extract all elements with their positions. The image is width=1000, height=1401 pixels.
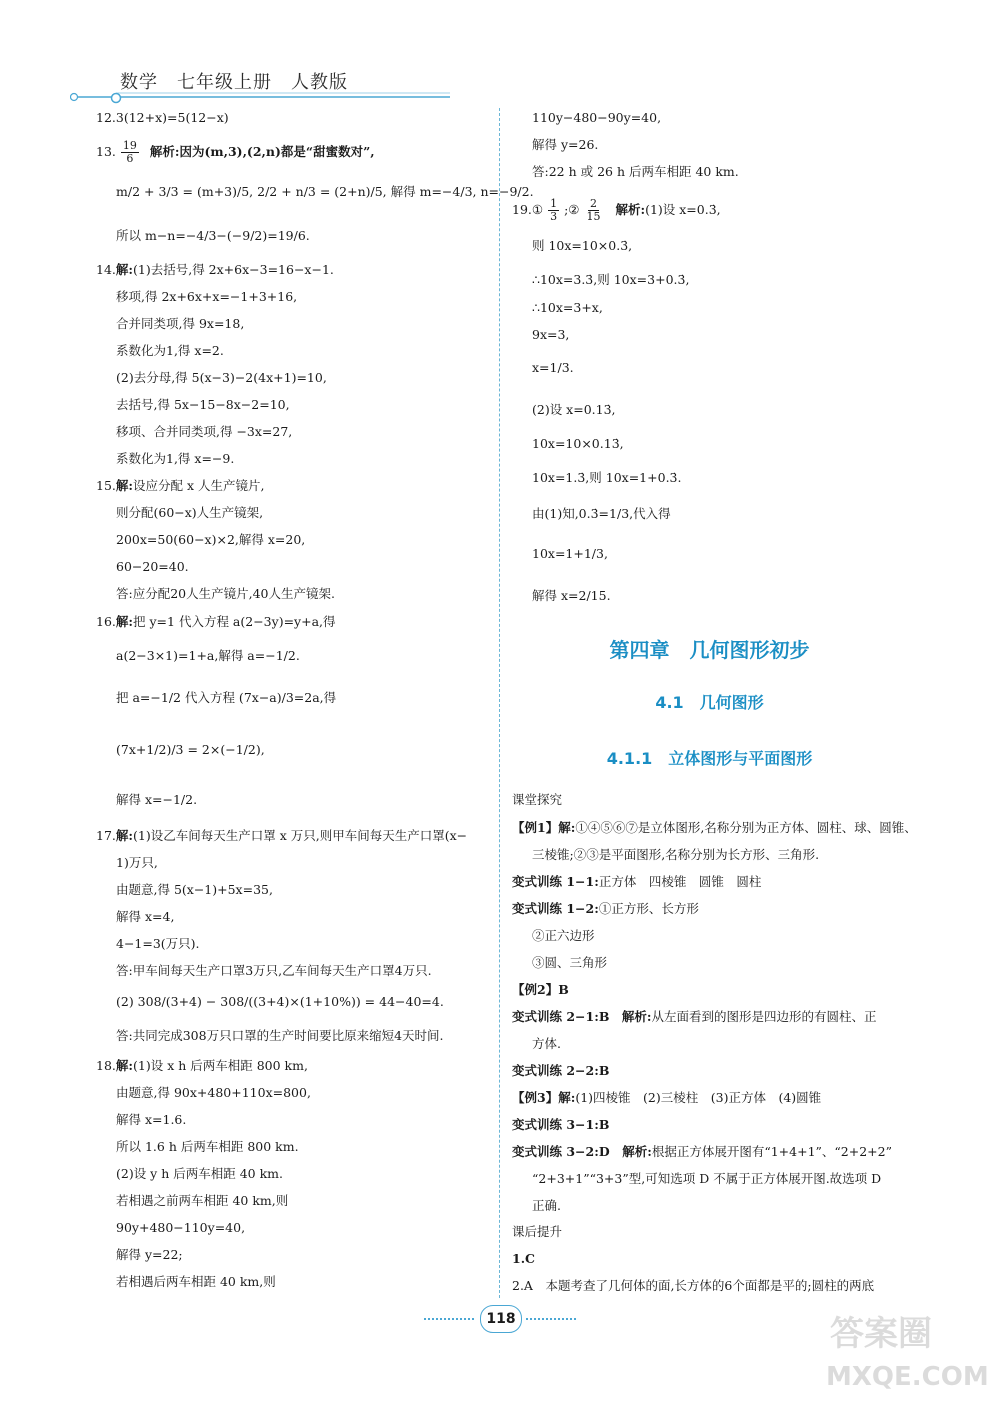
variant1-2-line3: ③圆、三角形 [532, 955, 608, 970]
q16-line1: 16.解:把 y=1 代入方程 a(2−3y)=y+a,得 [96, 614, 336, 629]
tag-after-class: 课后提升 [512, 1224, 563, 1239]
q18-line2: 由题意,得 90x+480+110x=800, [116, 1085, 311, 1100]
q17-line2: 1)万只, [116, 855, 158, 870]
q18-line6: 若相遇之前两车相距 40 km,则 [116, 1193, 289, 1208]
variant3-1: 变式训练 3−1:B [512, 1117, 610, 1132]
variant1-2-line2: ②正六边形 [532, 928, 595, 943]
q16-line3: 把 a=−1/2 代入方程 (7x−a)/3=2a,得 [116, 690, 337, 705]
q19-line10: 由(1)知,0.3̇=1/3,代入得 [532, 506, 671, 521]
q19-line9: 10x=1.3̇,则 10x=1+0.3̇. [532, 470, 682, 485]
q19-line12: 解得 x=2/15. [532, 588, 611, 603]
q12-answer: 12.3(12+x)=5(12−x) [96, 110, 229, 125]
page-header-title: 数学 七年级上册 人教版 [120, 72, 348, 93]
q17-line4: 解得 x=4, [116, 909, 175, 924]
q19-line5: 9x=3, [532, 327, 570, 342]
watermark-text-bottom: MXQE.COM [826, 1362, 989, 1392]
q18-line1: 18.解:(1)设 x h 后两车相距 800 km, [96, 1058, 308, 1073]
q19-line4: ∴10x=3+x, [532, 300, 603, 315]
q16-line2: a(2−3×1)=1+a,解得 a=−1/2. [116, 648, 300, 663]
q19-answer2-frac: $\frac{2}{15}$ [586, 197, 601, 223]
q17-line6: 答:甲车间每天生产口罩3万只,乙车间每天生产口罩4万只. [116, 963, 432, 978]
q13-line1: 13. $\frac{19}{6}$ 解析:因为(m,3),(2,n)都是“甜蜜数对”, [96, 139, 375, 165]
page-number-dots-left [424, 1318, 474, 1320]
subsection-title: 4.1.1 立体图形与平面图形 [606, 749, 813, 768]
q15-line3: 200x=50(60−x)×2,解得 x=20, [116, 532, 306, 547]
q15-answer: 答:应分配20人生产镜片,40人生产镜架. [116, 586, 335, 601]
q18-line9: 若相遇后两车相距 40 km,则 [116, 1274, 276, 1289]
q14-line3: 合并同类项,得 9x=18, [116, 316, 245, 331]
watermark-text-top: 答案圈 [830, 1314, 932, 1354]
q14-line7: 移项、合并同类项,得 −3x=27, [116, 424, 293, 439]
q17-line7: (2) 308/(3+4) − 308/((3+4)×(1+10%)) = 44−40=4. [116, 994, 444, 1009]
q18-cont-line1: 110y−480−90y=40, [532, 110, 662, 125]
watermark-logo [820, 1300, 990, 1395]
tag-class-explore: 课堂探究 [512, 792, 563, 807]
q16-line4: (7x+1/2)/3 = 2×(−1/2), [116, 742, 265, 757]
q18-line8: 解得 y=22; [116, 1247, 183, 1262]
q18-cont-answer: 答:22 h 或 26 h 后两车相距 40 km. [532, 164, 739, 179]
after-q1: 1.C [512, 1251, 535, 1266]
q13-line2: m/2 + 3/3 = (m+3)/5, 2/2 + n/3 = (2+n)/5, 解得 m=−4/3, n=−9/2. [116, 184, 534, 199]
q17-line8: 答:共同完成308万只口罩的生产时间要比原来缩短4天时间. [116, 1028, 444, 1043]
q16-line5: 解得 x=−1/2. [116, 792, 198, 807]
q13-answer-frac: $\frac{19}{6}$ [122, 139, 137, 165]
q14-line4: 系数化为1,得 x=2. [116, 343, 224, 358]
example1-line2: 三棱锥;②③是平面图形,名称分别为长方形、三角形. [532, 847, 820, 862]
q18-line4: 所以 1.6 h 后两车相距 800 km. [116, 1139, 299, 1154]
q19-line2: 则 10x=10×0.3̇, [532, 238, 633, 253]
variant1-2: 变式训练 1−2:①正方形、长方形 [512, 901, 699, 916]
q14-line1: 14.解:(1)去括号,得 2x+6x−3=16−x−1. [96, 262, 334, 277]
q17-line5: 4−1=3(万只). [116, 936, 200, 951]
q19-answer1-frac: $\frac{1}{3}$ [550, 197, 558, 223]
q17-line1: 17.解:(1)设乙车间每天生产口罩 x 万只,则甲车间每天生产口罩(x− [96, 828, 468, 843]
chapter-title: 第四章 几何图形初步 [609, 638, 810, 662]
variant2-2: 变式训练 2−2:B [512, 1063, 610, 1078]
q14-line2: 移项,得 2x+6x+x=−1+3+16, [116, 289, 298, 304]
example3: 【例3】解:(1)四棱锥 (2)三棱柱 (3)正方体 (4)圆锥 [512, 1090, 822, 1105]
q19-line6: x=1/3. [532, 360, 574, 375]
q18-cont-line2: 解得 y=26. [532, 137, 599, 152]
q15-line4: 60−20=40. [116, 559, 189, 574]
q18-line5: (2)设 y h 后两车相距 40 km. [116, 1166, 283, 1181]
page-number: 118 [480, 1305, 522, 1333]
q19-line7: (2)设 x=0.13̇, [532, 402, 616, 417]
q18-line3: 解得 x=1.6. [116, 1112, 187, 1127]
example1-line1: 【例1】解:①④⑤⑥⑦是立体图形,名称分别为正方体、圆柱、球、圆锥、 [512, 820, 917, 835]
q15-line2: 则分配(60−x)人生产镜架, [116, 505, 264, 520]
after-q2: 2.A 本题考查了几何体的面,长方体的6个面都是平的;圆柱的两底 [512, 1278, 875, 1293]
variant2-1: 变式训练 2−1:B 解析:从左面看到的图形是四边形的有圆柱、正 [512, 1009, 877, 1024]
header-decoration [70, 90, 460, 104]
q19-line3: ∴10x=3.3̇,则 10x=3+0.3̇, [532, 272, 690, 287]
q14-line6: 去括号,得 5x−15−8x−2=10, [116, 397, 290, 412]
variant2-1-line2: 方体. [532, 1036, 561, 1051]
variant3-2-line3: 正确. [532, 1198, 561, 1213]
q14-line5: (2)去分母,得 5(x−3)−2(4x+1)=10, [116, 370, 327, 385]
q13-line3: 所以 m−n=−4/3−(−9/2)=19/6. [116, 228, 310, 243]
example2: 【例2】B [512, 982, 569, 997]
q14-line8: 系数化为1,得 x=−9. [116, 451, 235, 466]
page-number-dots-right [526, 1318, 576, 1320]
column-divider [499, 108, 500, 1298]
q19-line8: 10x=10×0.13̇, [532, 436, 624, 451]
variant3-2-line2: “2+3+1”“3+3”型,可知选项 D 不属于正方体展开图.故选项 D [532, 1171, 882, 1186]
variant1-1: 变式训练 1−1:正方体 四棱锥 圆锥 圆柱 [512, 874, 762, 889]
q15-line1: 15.解:设应分配 x 人生产镜片, [96, 478, 265, 493]
section-title: 4.1 几何图形 [655, 693, 764, 712]
q19-line1: 19.① $\frac{1}{3}$ ;② $\frac{2}{15}$ 解析:(1)设 x=0.3̇, [512, 197, 721, 223]
q19-line11: 10x=1+1/3, [532, 546, 608, 561]
q18-line7: 90y+480−110y=40, [116, 1220, 246, 1235]
variant3-2: 变式训练 3−2:D 解析:根据正方体展开图有“1+4+1”、“2+2+2” [512, 1144, 893, 1159]
q17-line3: 由题意,得 5(x−1)+5x=35, [116, 882, 273, 897]
